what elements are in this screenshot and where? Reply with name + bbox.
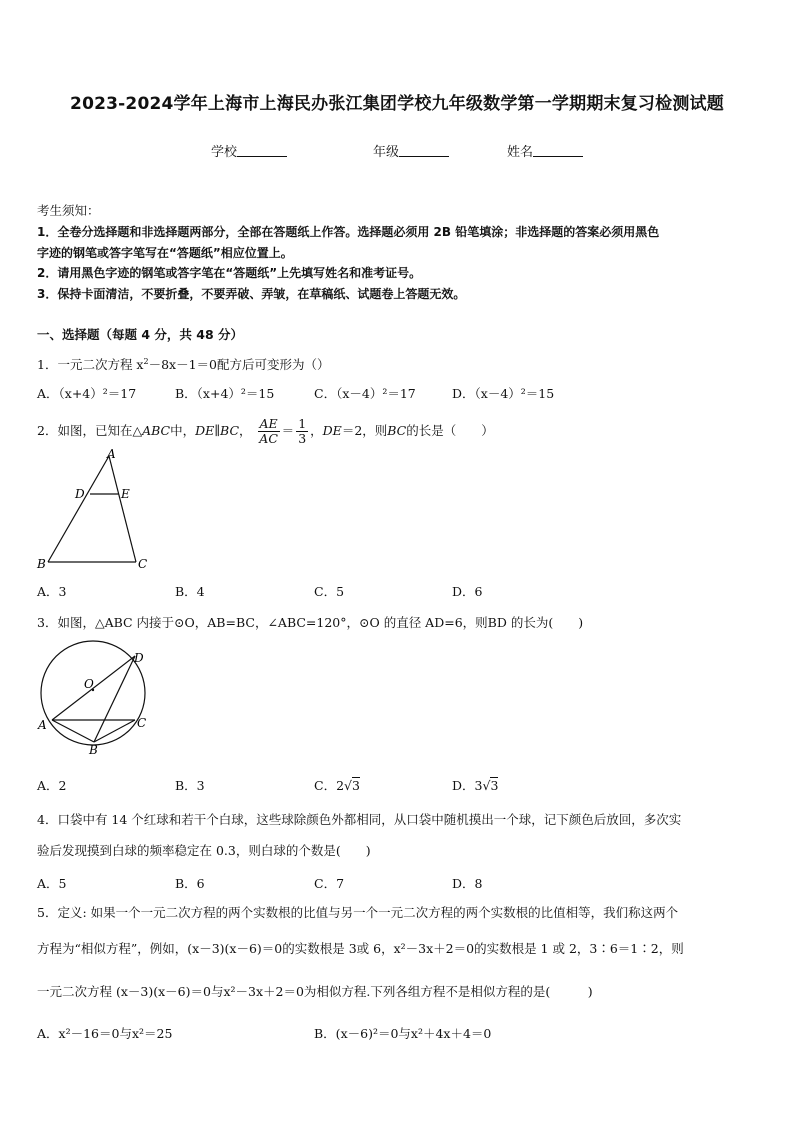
q3-option-c-radicand: 3	[352, 778, 360, 793]
q2-label-c: C	[138, 557, 148, 571]
school-label: 学校	[211, 145, 238, 160]
q2-equals: ＝	[281, 423, 295, 438]
q3-option-d-radicand: 3	[490, 778, 499, 793]
q2-label-e: E	[121, 487, 130, 501]
q2-option-d[interactable]: D．6	[452, 584, 483, 599]
q3-option-c-label: C．2	[314, 778, 345, 793]
notice-item-1-cont: 字迹的钢笔或答字笔写在“答题纸”相应位置上。	[37, 246, 293, 260]
q4-option-b[interactable]: B．6	[175, 876, 205, 891]
sqrt-icon: √	[344, 778, 352, 793]
q4-option-d[interactable]: D．8	[452, 876, 483, 891]
section-heading: 一、选择题（每题 4 分，共 48 分）	[37, 327, 244, 342]
notice-item-2: 2．请用黑色字迹的钢笔或答字笔在“答题纸”上先填写姓名和准考证号。	[37, 266, 422, 280]
q4-stem-line-1: 4．口袋中有 14 个红球和若干个白球，这些球除颜色外都相同，从口袋中随机摸出一个球，记下颜色后放回，多次实	[37, 812, 682, 827]
q3-label-o: O	[84, 677, 94, 691]
q2-ratio-denominator: AC	[259, 431, 278, 446]
q3-stem: 3．如图，△ABC 内接于⊙O，AB=BC，∠ABC=120°，⊙O 的直径 AD=6，则BD 的长为( )	[37, 615, 584, 630]
q2-comma-2: ，	[310, 423, 323, 438]
name-label: 姓名	[507, 145, 534, 160]
q3-option-d-label: D．3	[452, 778, 483, 793]
q2-ratio-numerator: AE	[259, 416, 278, 431]
name-blank[interactable]	[533, 144, 583, 157]
q2-parallel: DE∥BC	[195, 423, 240, 438]
q3-circle-figure	[30, 640, 155, 760]
q2-stem-part-a: 2．如图，已知在△	[37, 423, 143, 438]
q1-option-d[interactable]: D．（x－4）²＝15	[452, 386, 555, 401]
q3-label-b: B	[89, 743, 98, 757]
q1-stem-part-b: －8x－1＝0配方后可变形为（）	[148, 357, 330, 373]
notice-heading: 考生须知：	[37, 203, 100, 218]
notice-item-3: 3．保持卡面清洁，不要折叠，不要弄破、弄皱，在草稿纸、试题卷上答题无效。	[37, 287, 466, 301]
q2-three: 3	[298, 431, 307, 446]
grade-label: 年级	[373, 145, 400, 160]
page-title: 2023-2024学年上海市上海民办张江集团学校九年级数学第一学期期末复习检测试题	[70, 94, 724, 114]
q1-stem	[37, 353, 330, 374]
q2-option-a[interactable]: A．3	[37, 584, 67, 599]
q2-label-d: D	[75, 487, 85, 501]
q2-de: DE	[322, 423, 342, 438]
q5-stem-line-1: 5．定义: 如果一个一元二次方程的两个实数根的比值与另一个一元二次方程的两个实数根的比值相等，我们称这两个	[37, 905, 679, 920]
q1-stem-part-a: 1．一元二次方程 x	[37, 357, 144, 373]
q2-ratio-fraction	[258, 417, 280, 446]
q5-option-b[interactable]: B．(x－6)²＝0与x²＋4x＋4＝0	[314, 1026, 492, 1041]
q2-bc: BC	[387, 423, 407, 438]
q2-option-c[interactable]: C．5	[314, 584, 345, 599]
q2-stem	[37, 417, 494, 446]
q5-stem-line-3: 一元二次方程 (x－3)(x－6)＝0与x²－3x＋2＝0为相似方程.下列各组方程不是相似方程的是( )	[37, 984, 593, 999]
q3-label-d: D	[134, 651, 144, 665]
sqrt-icon: √	[482, 778, 491, 793]
q4-option-c[interactable]: C．7	[314, 876, 345, 891]
notice-item-1: 1．全卷分选择题和非选择题两部分，全部在答题纸上作答。选择题必须用 2B 铅笔填涂；非选择题的答案必须用黑色	[37, 225, 660, 239]
q4-option-a[interactable]: A．5	[37, 876, 67, 891]
q2-one-third	[296, 417, 308, 446]
q2-stem-part-d: ＝2，则	[341, 423, 388, 438]
q2-option-b[interactable]: B．4	[175, 584, 205, 599]
q2-stem-part-b: 中，	[170, 423, 196, 438]
school-blank[interactable]	[237, 144, 287, 157]
school-field[interactable]	[211, 141, 287, 160]
q1-option-a[interactable]: A．（x+4）²＝17	[37, 386, 137, 401]
q2-comma: ，	[239, 423, 252, 438]
q3-label-c: C	[137, 716, 147, 730]
q5-stem-line-2: 方程为“相似方程”，例如，(x－3)(x－6)＝0的实数根是 3或 6，x²－3x＋2＝0的实数根是 1 或 2，3∶6＝1∶2，则	[37, 941, 684, 956]
q3-option-c[interactable]	[314, 776, 360, 794]
q1-option-b[interactable]: B．（x+4）²＝15	[175, 386, 275, 401]
q1-exponent: 2	[143, 357, 149, 366]
grade-blank[interactable]	[399, 144, 449, 157]
q2-label-a: A	[107, 448, 116, 461]
q2-triangle-figure	[34, 448, 159, 574]
q3-option-b[interactable]: B．3	[175, 778, 205, 793]
grade-field[interactable]	[373, 141, 449, 160]
name-field[interactable]	[507, 141, 583, 160]
q5-option-a[interactable]: A．x²－16＝0与x²＝25	[37, 1026, 173, 1041]
q2-one: 1	[298, 416, 307, 431]
q2-triangle: ABC	[142, 423, 171, 438]
q1-option-c[interactable]: C．（x－4）²＝17	[314, 386, 416, 401]
q3-option-a[interactable]: A．2	[37, 778, 67, 793]
q2-label-b: B	[37, 557, 46, 571]
q3-label-a: A	[38, 718, 47, 732]
q3-option-d[interactable]	[452, 776, 498, 794]
q4-stem-line-2: 验后发现摸到白球的频率稳定在 0.3，则白球的个数是( )	[37, 843, 371, 858]
q2-stem-part-e: 的长是（ ）	[406, 423, 494, 438]
